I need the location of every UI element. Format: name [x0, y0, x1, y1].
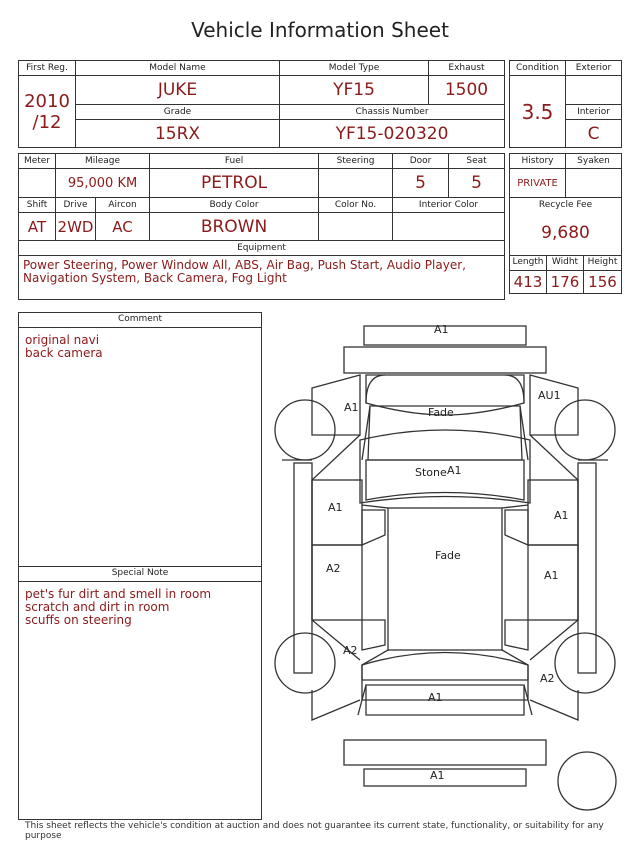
front-right-wheel — [555, 400, 615, 460]
model-name-label: Model Name — [76, 61, 280, 76]
seat-value: 5 — [449, 169, 505, 198]
meter-label: Meter — [19, 154, 56, 169]
width-value: 176 — [547, 270, 584, 293]
fuel-label: Fuel — [150, 154, 319, 169]
interior-color-label: Interior Color — [393, 198, 505, 213]
spare-wheel — [558, 752, 616, 810]
model-type-value: YF15 — [280, 76, 429, 105]
vehicle-basic-table — [18, 60, 505, 148]
roof-part — [388, 508, 502, 650]
right-rear-door-mark: A1 — [544, 569, 559, 582]
meter-value — [19, 169, 56, 198]
height-value: 156 — [584, 270, 622, 293]
exhaust-label: Exhaust — [429, 61, 505, 76]
door-label: Door — [393, 154, 449, 169]
interior-value: C — [566, 120, 622, 148]
exterior-value — [566, 76, 622, 105]
special-note-text: pet's fur dirt and smell in room scratch and dirt in room scuffs on steering — [25, 587, 212, 627]
model-type-label: Model Type — [280, 61, 429, 76]
first-reg-label: First Reg. — [19, 61, 76, 76]
equipment-label: Equipment — [19, 241, 505, 256]
equipment-value: Power Steering, Power Window All, ABS, Air Bag, Push Start, Audio Player, Navigation System, Back Camera, Fog Light — [19, 256, 505, 300]
chassis-value: YF15-020320 — [280, 120, 505, 148]
windshield-code-mark: A1 — [447, 464, 462, 477]
color-no-label: Color No. — [319, 198, 393, 213]
history-label: History — [510, 154, 566, 169]
right-rear-mark: A2 — [540, 672, 555, 685]
comment-box — [18, 312, 262, 820]
history-table — [509, 153, 622, 294]
first-reg-value: 2010 /12 — [19, 76, 76, 148]
door-value: 5 — [393, 169, 449, 198]
vehicle-spec-table — [18, 153, 505, 300]
chassis-label: Chassis Number — [280, 105, 505, 120]
steering-value — [319, 169, 393, 198]
height-label: Height — [584, 255, 622, 270]
length-label: Length — [510, 255, 547, 270]
body-color-label: Body Color — [150, 198, 319, 213]
history-value: PRIVATE — [510, 169, 566, 198]
front-left-mark: A1 — [344, 401, 359, 414]
shift-value: AT — [19, 213, 56, 241]
recycle-label: Recycle Fee — [510, 198, 622, 213]
windshield-mark: Stone — [415, 466, 447, 479]
mileage-label: Mileage — [56, 154, 150, 169]
width-label: Widht — [547, 255, 584, 270]
exterior-label: Exterior — [566, 61, 622, 76]
car-damage-diagram — [270, 320, 620, 820]
front-bumper-mark: A1 — [434, 323, 449, 336]
steering-label: Steering — [319, 154, 393, 169]
right-rear-door-part — [528, 545, 578, 620]
left-front-door-mark: A1 — [328, 501, 343, 514]
model-name-value: JUKE — [76, 76, 280, 105]
front-left-wheel — [275, 400, 335, 460]
grade-label: Grade — [76, 105, 280, 120]
comment-text: original navi back camera — [25, 333, 103, 360]
condition-label: Condition — [510, 61, 566, 76]
recycle-value: 9,680 — [510, 212, 622, 255]
condition-value: 3.5 — [510, 76, 566, 148]
rear-bumper-mark: A1 — [430, 769, 445, 782]
shift-label: Shift — [19, 198, 56, 213]
left-rear-door-part — [312, 545, 362, 620]
drive-value: 2WD — [56, 213, 96, 241]
special-note-label: Special Note — [19, 567, 261, 582]
aircon-value: AC — [96, 213, 150, 241]
exhaust-value: 1500 — [429, 76, 505, 105]
front-fascia-part — [344, 347, 546, 373]
syaken-value — [566, 169, 622, 198]
fuel-value: PETROL — [150, 169, 319, 198]
color-no-value — [319, 213, 393, 241]
body-color-value: BROWN — [150, 213, 319, 241]
hood-mark: Fade — [428, 406, 454, 419]
interior-color-value — [393, 213, 505, 241]
left-rear-door-mark: A2 — [326, 562, 341, 575]
seat-label: Seat — [449, 154, 505, 169]
rear-fascia-part — [344, 740, 546, 765]
length-value: 413 — [510, 270, 547, 293]
left-rear-mark: A2 — [343, 644, 358, 657]
right-front-door-mark: A1 — [554, 509, 569, 522]
roof-mark: Fade — [435, 549, 461, 562]
mileage-value: 95,000 KM — [56, 169, 150, 198]
condition-table — [509, 60, 622, 148]
grade-value: 15RX — [76, 120, 280, 148]
sheet-title: Vehicle Information Sheet — [191, 18, 449, 42]
front-right-mark: AU1 — [538, 389, 561, 402]
rear-left-wheel — [275, 633, 335, 693]
disclaimer-footer: This sheet reflects the vehicle's condition at auction and does not guarantee its current state, functionality, or suitability for any purpose — [25, 821, 604, 841]
aircon-label: Aircon — [96, 198, 150, 213]
right-front-door-part — [528, 480, 578, 545]
comment-label: Comment — [19, 313, 261, 328]
drive-label: Drive — [56, 198, 96, 213]
trunk-mark: A1 — [428, 691, 443, 704]
rear-right-wheel — [555, 633, 615, 693]
syaken-label: Syaken — [566, 154, 622, 169]
rear-bumper-part — [364, 769, 526, 786]
interior-label: Interior — [566, 105, 622, 120]
